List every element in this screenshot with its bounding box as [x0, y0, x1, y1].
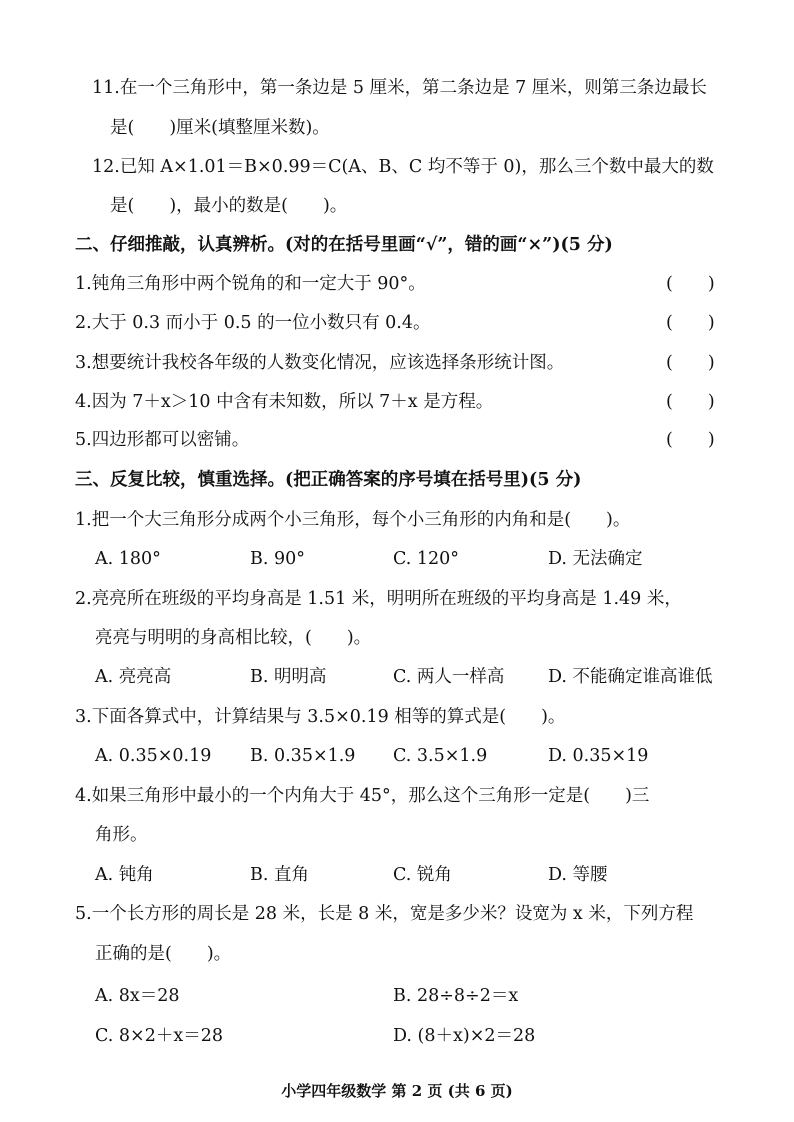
question-11-line-2: 是( )厘米(填整厘米数)。 — [110, 118, 330, 138]
question-11-line-1: 11.在一个三角形中，第一条边是 5 厘米，第二条边是 7 厘米，则第三条边最长 — [92, 78, 707, 98]
answer-paren[interactable]: ( ) — [666, 353, 715, 373]
option-a: A. 0.35×0.19 — [95, 746, 212, 766]
choice-question-1-options — [0, 539, 794, 579]
option-a: A. 钝角 — [95, 865, 154, 885]
option-a: A. 8x＝28 — [95, 986, 180, 1006]
option-a: A. 亮亮高 — [95, 667, 172, 687]
option-b: B. 90° — [250, 549, 306, 569]
option-d: D. 等腰 — [548, 865, 608, 885]
choice-question-1: 1.把一个大三角形分成两个小三角形，每个小三角形的内角和是( )。 — [75, 510, 631, 530]
option-b: B. 28÷8÷2＝x — [393, 986, 519, 1006]
choice-question-2-line-2: 亮亮与明明的身高相比较，( )。 — [95, 628, 372, 648]
page-footer: 小学四年级数学 第 2 页 (共 6 页) — [281, 1082, 513, 1100]
judge-item-5: 5.四边形都可以密铺。 ( ) — [0, 420, 794, 460]
judge-item-1: 1.钝角三角形中两个锐角的和一定大于 90°。 ( ) — [0, 264, 794, 304]
answer-paren[interactable]: ( ) — [666, 274, 715, 294]
choice-question-5-line-1: 5.一个长方形的周长是 28 米，长是 8 米，宽是多少米？设宽为 x 米，下列方程 — [75, 904, 694, 924]
judge-item-4: 4.因为 7＋x＞10 中含有未知数，所以 7＋x 是方程。 ( ) — [0, 382, 794, 422]
judge-item-3: 3.想要统计我校各年级的人数变化情况，应该选择条形统计图。 ( ) — [0, 343, 794, 383]
option-c: C. 锐角 — [393, 865, 452, 885]
choice-question-3: 3.下面各算式中，计算结果与 3.5×0.19 相等的算式是( )。 — [75, 707, 566, 727]
option-a: A. 180° — [95, 549, 161, 569]
choice-question-5-options-row-2 — [0, 1016, 794, 1056]
option-c: C. 120° — [393, 549, 460, 569]
option-d: D. (8＋x)×2＝28 — [393, 1026, 536, 1046]
answer-paren[interactable]: ( ) — [666, 392, 715, 412]
choice-question-5-options-row-1 — [0, 976, 794, 1016]
judge-item-2: 2.大于 0.3 而小于 0.5 的一位小数只有 0.4。 ( ) — [0, 303, 794, 343]
option-b: B. 0.35×1.9 — [250, 746, 356, 766]
option-b: B. 明明高 — [250, 667, 327, 687]
option-b: B. 直角 — [250, 865, 309, 885]
option-c: C. 8×2＋x＝28 — [95, 1026, 223, 1046]
question-12-line-2: 是( )，最小的数是( )。 — [110, 196, 348, 216]
answer-paren[interactable]: ( ) — [666, 430, 715, 450]
option-c: C. 3.5×1.9 — [393, 746, 488, 766]
question-12-line-1: 12.已知 A×1.01＝B×0.99＝C(A、B、C 均不等于 0)，那么三个数中最大的数 — [92, 157, 714, 177]
option-c: C. 两人一样高 — [393, 667, 505, 687]
option-d: D. 无法确定 — [548, 549, 643, 569]
option-d: D. 不能确定谁高谁低 — [548, 667, 713, 687]
choice-question-5-line-2: 正确的是( )。 — [95, 944, 232, 964]
choice-question-4-line-1: 4.如果三角形中最小的一个内角大于 45°，那么这个三角形一定是( )三 — [75, 786, 650, 806]
section-2-heading: 二、仔细推敲，认真辨析。(对的在括号里画“√”，错的画“×”)(5 分) — [75, 235, 613, 255]
choice-question-3-options — [0, 736, 794, 776]
answer-paren[interactable]: ( ) — [666, 313, 715, 333]
option-d: D. 0.35×19 — [548, 746, 649, 766]
choice-question-2-line-1: 2.亮亮所在班级的平均身高是 1.51 米，明明所在班级的平均身高是 1.49 米， — [75, 589, 682, 609]
choice-question-4-options — [0, 855, 794, 895]
section-3-heading: 三、反复比较，慎重选择。(把正确答案的序号填在括号里)(5 分) — [75, 470, 582, 490]
choice-question-4-line-2: 角形。 — [95, 825, 148, 845]
choice-question-2-options — [0, 657, 794, 697]
